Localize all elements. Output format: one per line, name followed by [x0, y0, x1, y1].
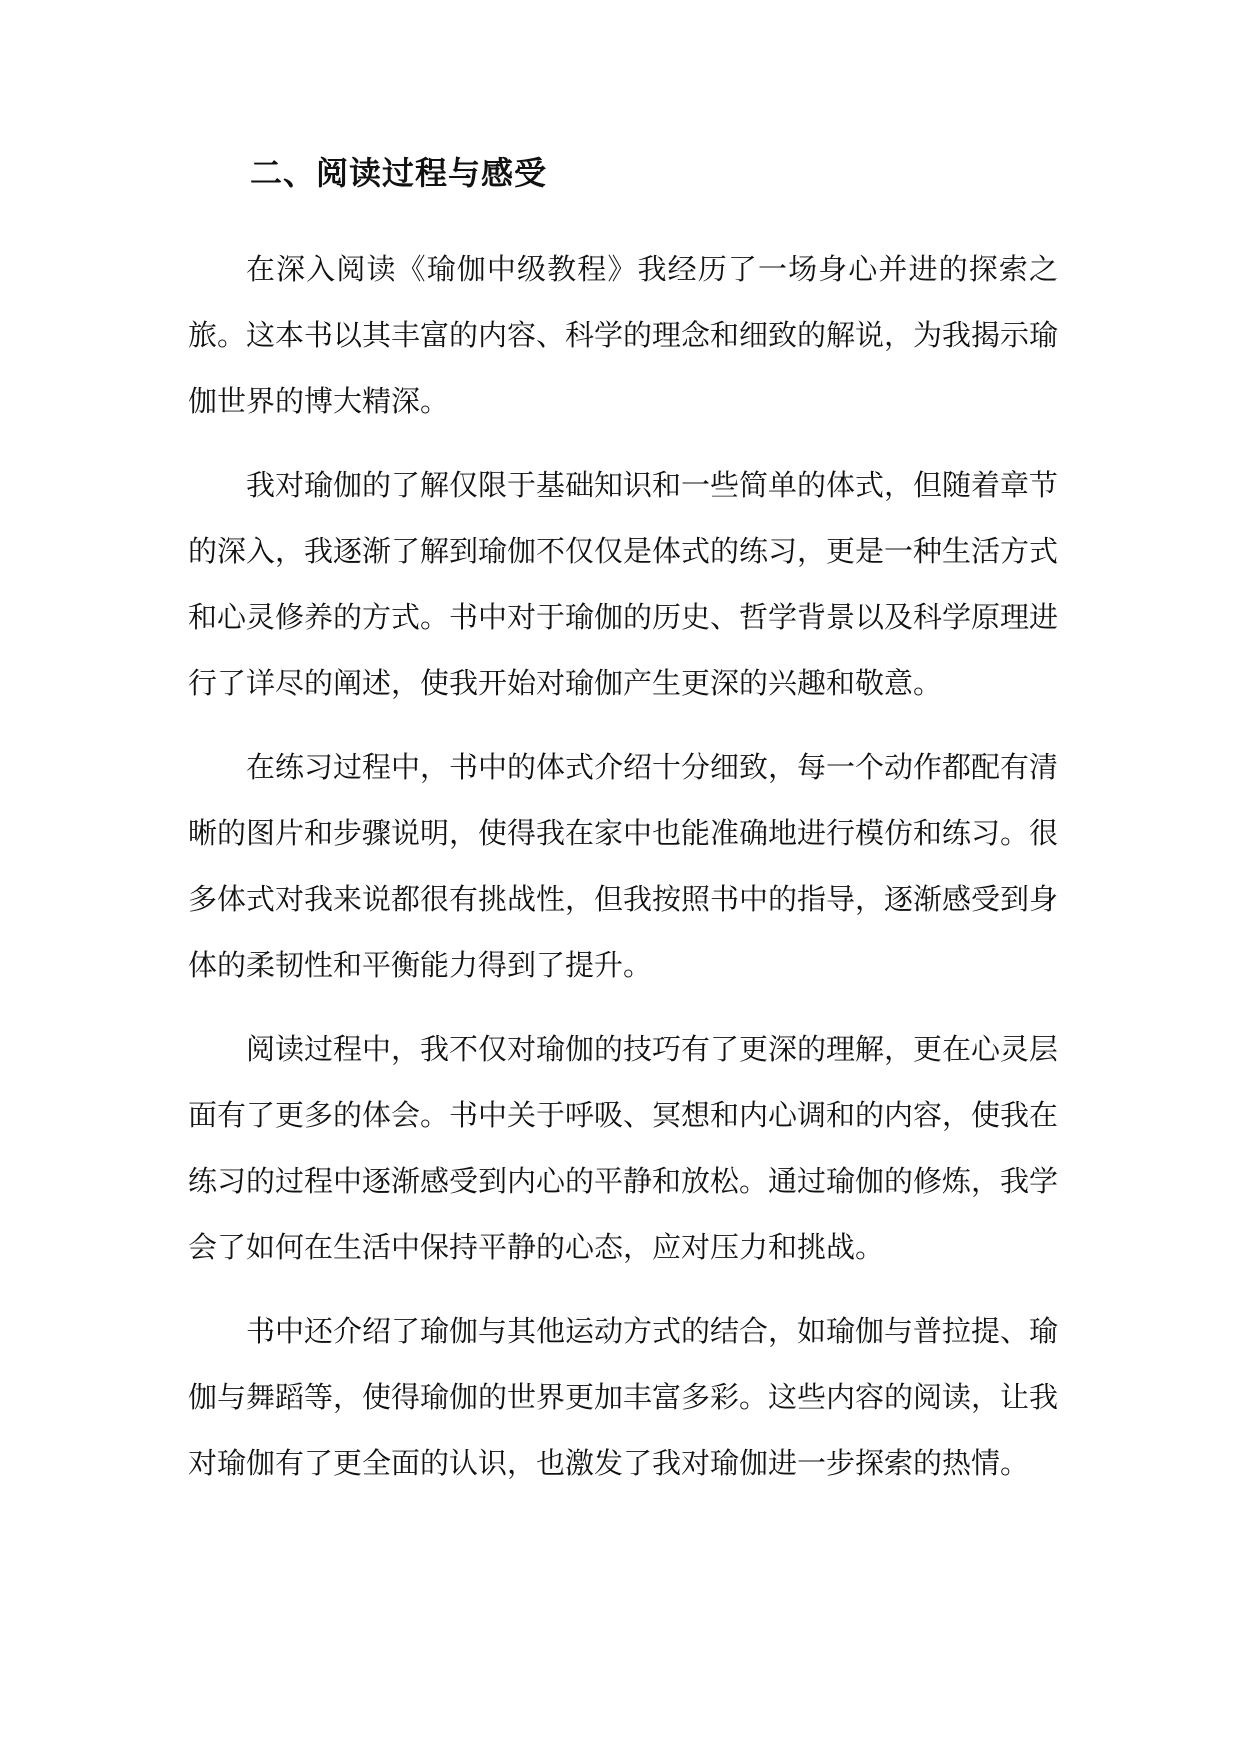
paragraph-2: 我对瑜伽的了解仅限于基础知识和一些简单的体式，但随着章节的深入，我逐渐了解到瑜伽不仅仅是体式的练习，更是一种生活方式和心灵修养的方式。书中对于瑜伽的历史、哲学背景以及科学原理进行了详尽的阐述，使我开始对瑜伽产生更深的兴趣和敬意。 [188, 468, 1059, 700]
paragraph-1: 在深入阅读《瑜伽中级教程》我经历了一场身心并进的探索之旅。这本书以其丰富的内容、科学的理念和细致的解说，为我揭示瑜伽世界的博大精深。 [188, 252, 1059, 418]
paragraph-3: 在练习过程中，书中的体式介绍十分细致，每一个动作都配有清晰的图片和步骤说明，使得我在家中也能准确地进行模仿和练习。很多体式对我来说都很有挑战性，但我按照书中的指导，逐渐感受到身体的柔韧性和平衡能力得到了提升。 [188, 750, 1059, 982]
paragraph-5: 书中还介绍了瑜伽与其他运动方式的结合，如瑜伽与普拉提、瑜伽与舞蹈等，使得瑜伽的世界更加丰富多彩。这些内容的阅读，让我对瑜伽有了更全面的认识，也激发了我对瑜伽进一步探索的热情。 [188, 1314, 1059, 1480]
section-heading: 二、阅读过程与感受 [250, 154, 548, 192]
document-body [188, 236, 1058, 1514]
paragraph-4: 阅读过程中，我不仅对瑜伽的技巧有了更深的理解，更在心灵层面有了更多的体会。书中关于呼吸、冥想和内心调和的内容，使我在练习的过程中逐渐感受到内心的平静和放松。通过瑜伽的修炼，我学会了如何在生活中保持平静的心态，应对压力和挑战。 [188, 1032, 1059, 1264]
